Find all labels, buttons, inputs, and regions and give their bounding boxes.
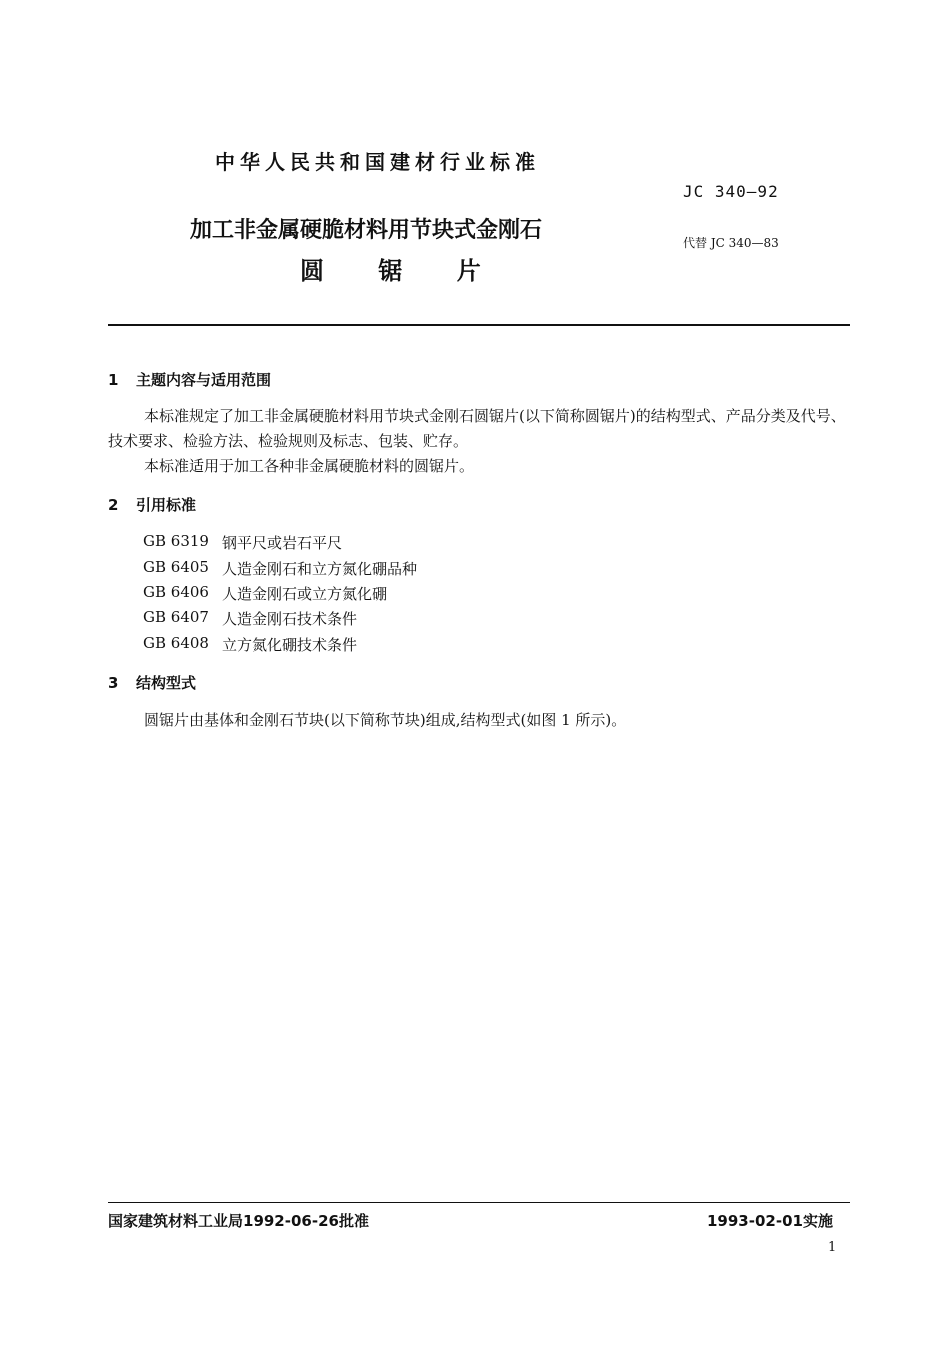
section-title: 结构型式 <box>136 674 197 692</box>
replaces-standard: 代替 JC 340—83 <box>683 236 779 250</box>
section-title: 引用标准 <box>136 496 197 514</box>
reference-code: GB 6405 <box>143 558 209 576</box>
reference-title: 人造金刚石或立方氮化硼 <box>222 585 388 603</box>
reference-title: 人造金刚石和立方氮化硼品种 <box>222 560 418 578</box>
reference-code: GB 6408 <box>143 634 209 652</box>
section-1-paragraph: 本标准规定了加工非金属硬脆材料用节块式金刚石圆锯片(以下简称圆锯片)的结构型式、产品分类及代号、技术要求、检验方法、检验规则及标志、包装、贮存。 <box>108 407 846 450</box>
standard-number: JC 340—92 <box>683 182 779 201</box>
reference-code: GB 6407 <box>143 608 209 626</box>
section-3-paragraph: 圆锯片由基体和金刚石节块(以下简称节块)组成,结构型式(如图 1 所示)。 <box>144 711 627 729</box>
section-1-paragraph: 本标准适用于加工各种非金属硬脆材料的圆锯片。 <box>144 457 475 475</box>
section-title: 主题内容与适用范围 <box>136 371 272 389</box>
page-number: 1 <box>828 1240 837 1255</box>
section-3-heading <box>108 672 196 693</box>
section-1-heading <box>108 369 271 390</box>
effective-date: 1993-02-01实施 <box>707 1212 833 1230</box>
document-title-line-2: 圆 锯 片 <box>300 257 481 285</box>
header-divider <box>108 324 850 326</box>
reference-title: 钢平尺或岩石平尺 <box>222 534 343 552</box>
section-number: 2 <box>108 496 119 514</box>
document-title-line-1: 加工非金属硬脆材料用节块式金刚石 <box>190 218 543 243</box>
reference-title: 立方氮化硼技术条件 <box>222 636 358 654</box>
reference-code: GB 6406 <box>143 583 209 601</box>
section-number: 3 <box>108 674 119 692</box>
section-number: 1 <box>108 371 119 389</box>
approval-date: 国家建筑材料工业局1992-06-26批准 <box>108 1212 369 1230</box>
reference-title: 人造金刚石技术条件 <box>222 610 358 628</box>
standard-category-title: 中华人民共和国建材行业标准 <box>215 150 540 174</box>
footer-divider <box>108 1202 850 1203</box>
section-2-heading <box>108 494 196 515</box>
reference-code: GB 6319 <box>143 532 209 550</box>
